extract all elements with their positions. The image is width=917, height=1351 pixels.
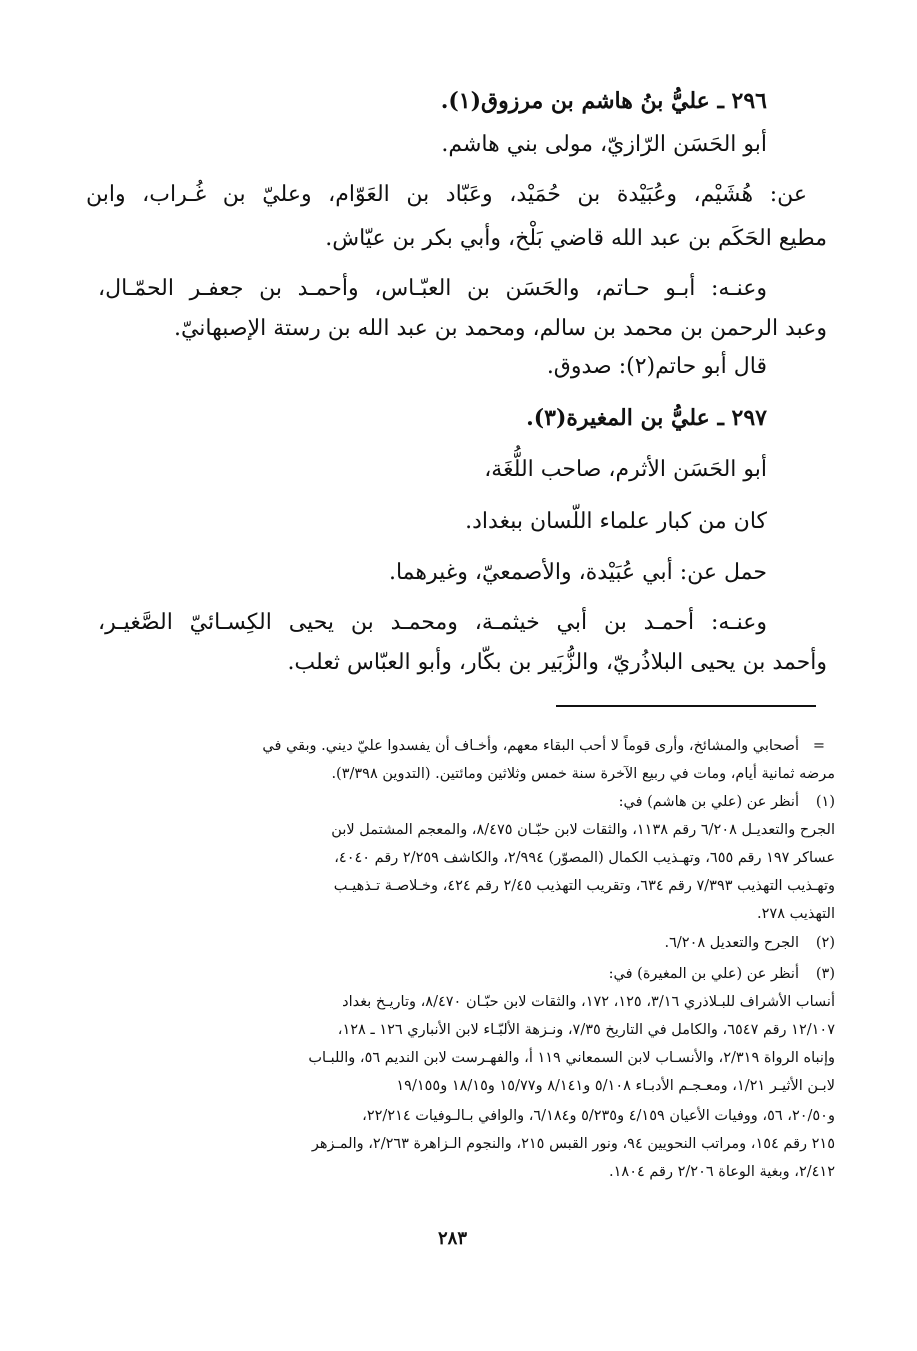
entry-title-297: ٢٩٧ ـ عليُّ بن المغيرة(٣). [526,405,767,431]
body-line: كان من كبار علماء اللّسان ببغداد. [465,509,767,534]
footnote-line: أصحابي والمشائخ، وأرى قوماً لا أحب البقاء معهم، وأخـاف أن يفسدوا عليّ ديني. وبقي في [262,738,799,754]
body-line: أبو الحَسَن الأثرم، صاحب اللُّغَة، [484,457,767,482]
footnote-number-3: (٣) [815,966,835,982]
footnote-line: ٢/٤١٢، وبغية الوعاة ٢/٢٠٦ رقم ١٨٠٤. [609,1164,835,1180]
footnote-line: أنظر عن (علي بن المغيرة) في: [608,966,799,982]
footnote-line: ٢١٥ رقم ١٥٤، ومراتب النحويين ٩٤، ونور القبس ٢١٥، والنجوم الـزاهرة ٢/٢٦٣، والمـزهر [311,1136,835,1152]
footnote-separator [556,705,816,707]
footnote-line: وإنباه الرواة ٢/٣١٩، والأنسـاب لابن السمعاني ١١٩ أ، والفهـرست لابن النديم ٥٦، واللبـاب [308,1050,835,1066]
body-line: قال أبو حاتم(٢): صدوق. [546,354,767,379]
footnote-line: لابـن الأثيـر ١/٢١، ومعـجـم الأدبـاء ٥/١٠٨ و٨/١٤١ و١٥/٧٧ و١٨/١٥ و١٩/١٥٥ [396,1078,835,1094]
body-line: وعنـه: أبـو حـاتم، والحَسَن بن العبّـاس، وأحمـد بن جعفـر الحمّـال، [98,276,767,301]
body-line: مطيع الحَكَم بن عبد الله قاضي بَلْخ، وأبي بكر بن عيّاش. [325,226,827,251]
entry-title-296: ٢٩٦ ـ عليُّ بنُ هاشم بن مرزوق(١). [440,88,767,114]
body-line: حمل عن: أبي عُبَيْدة، والأصمعيّ، وغيرهما. [388,560,767,585]
body-line: وأحمد بن يحيى البلاذُريّ، والزُّبَير بن بكّار، وأبو العبّاس ثعلب. [287,650,827,675]
footnote-line: الجرح والتعديـل ٦/٢٠٨ رقم ١١٣٨، والثقات لابن حبّـان ٨/٤٧٥، والمعجم المشتمل لابن [331,822,835,838]
footnote-continuation-marker: = [812,738,825,754]
footnote-line: مرضه ثمانية أيام، ومات في ربيع الآخرة سنة خمس وثلاثين ومائتين. (التدوين ٣/٣٩٨). [331,766,835,782]
body-line: أبو الحَسَن الرّازيّ، مولى بني هاشم. [441,132,767,157]
footnote-line: أنظر عن (علي بن هاشم) في: [618,794,799,810]
footnote-line: وتهـذيب التهذيب ٧/٣٩٣ رقم ٦٣٤، وتقريب التهذيب ٢/٤٥ رقم ٤٢٤، وخـلاصـة تـذهيـب [333,878,835,894]
footnote-line: ١٢/١٠٧ رقم ٦٥٤٧، والكامل في التاريخ ٧/٣٥، ونـزهة الألبّـاء لابن الأنباري ١٢٦ ـ ١٢٨، [337,1022,835,1038]
body-line: وعنـه: أحمـد بن أبي خيثمـة، ومحمـد بن يحيى الكِسـائيّ الصَّغيـر، [98,610,767,635]
footnote-number-2: (٢) [815,935,835,951]
footnote-number-1: (١) [815,794,835,810]
body-line: عن: هُشَيْم، وعُبَيْدة بن حُمَيْد، وعَبّاد بن العَوّام، وعليّ بن غُـراب، وابن [86,182,807,207]
footnote-line: عساكر ١٩٧ رقم ٦٥٥، وتهـذيب الكمال (المصوّر) ٢/٩٩٤، والكاشف ٢/٢٥٩ رقم ٤٠٤٠، [334,850,835,866]
page-number: ٢٨٣ [438,1228,468,1249]
footnote-line: و٢٠/٥٠، ٥٦، ووفيات الأعيان ٤/١٥٩ و٥/٢٣٥ و٦/١٨٤، والوافي بـالـوفيات ٢٢/٢١٤، [362,1108,835,1124]
body-line: وعبد الرحمن بن محمد بن سالم، ومحمد بن عبد الله بن رستة الإصبهانيّ. [173,316,827,341]
footnote-line: أنساب الأشراف للبـلاذري ٣/١٦، ١٢٥، ١٧٢، والثقات لابن حبّـان ٨/٤٧٠، وتاريـخ بغداد [342,994,835,1010]
footnote-line: التهذيب ٢٧٨. [757,906,835,922]
footnote-line: الجرح والتعديل ٦/٢٠٨. [664,935,799,951]
